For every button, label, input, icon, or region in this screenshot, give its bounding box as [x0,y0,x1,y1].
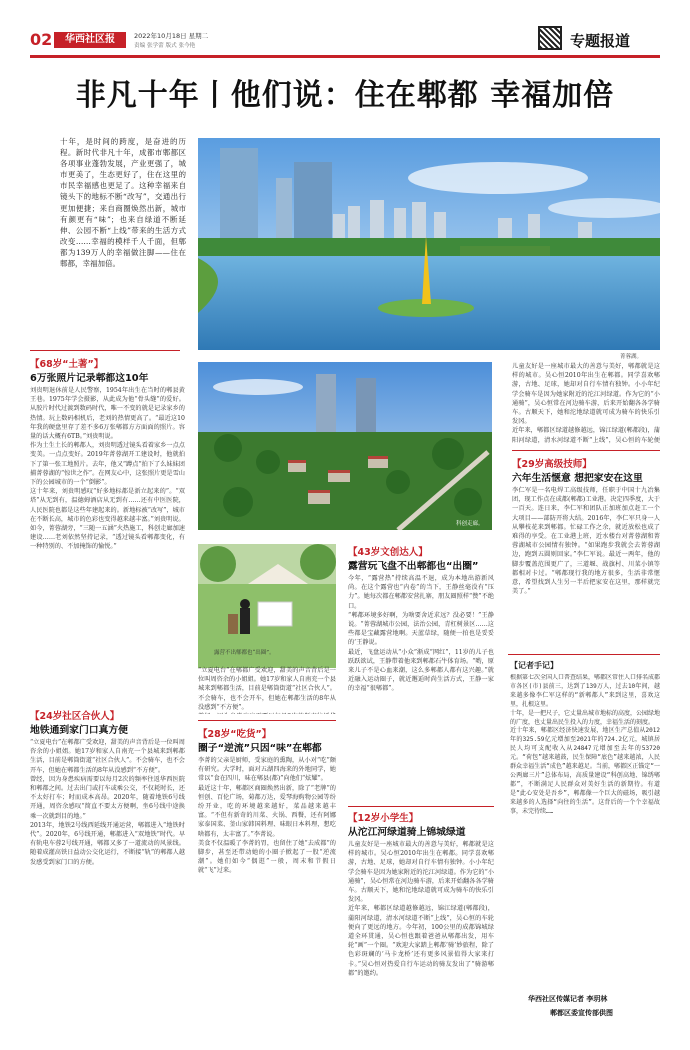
s3-title: 圈子“逆流”只因“味”在郫都 [198,743,322,754]
lake-photo [198,138,660,350]
brand-logo: 华西社区报 [54,32,126,48]
s4-title: 露营玩飞盘不出郫都也“出圈” [348,561,479,572]
s6-tag: 【29岁高级技师】 [512,459,592,470]
divider [508,654,660,655]
header-rule [30,55,660,58]
s3-tag: 【28岁“吃货”】 [198,729,272,740]
photo-credit: 郫都区委宣传部供图 [550,1009,613,1017]
qr-code-icon [538,26,562,50]
notes-tag: 【记者手记】 [510,661,558,670]
s4-body: 今年，“露营热”持续高温不退，成为本地出游新风尚。在这个露营也“内卷”的当下，王静丝毫没有“压力”。她每次都在郫都安营扎寨，朋友圈照样“赞”不绝口。 “郫都环境多好啊，为啥要舍近求远？没必要！”王静说。“菁蓉湖城市公园，法治公园，青杠树景区……这些都是宝藏露营地啊。天蓝草绿，随便一拍也是妥妥的‘王静说。 最近，飞盘运动从“小众”渐成“网红”，11岁的儿子也跃跃欲试，王静带着他来到郫都石牛体育场。“哟，原来儿子不是心血来潮，这么多郫都人都有这兴趣。”就近融入运动圈子，就近邂逅时尚生活方式，王静一家的幸福“很郫都”。 [348,575,494,693]
corridor-caption: 科创走廊。 [456,521,484,527]
s6-title: 六年生活惬意 想把家安在这里 [512,473,643,484]
s5-continued: 儿童友好是一座城市最大的善意与美好，郫都就是这样的城市。吴心恒2010年出生在郫都。同学喜欢郫游，古地、足球，她却对自行车情有独钟。小小年纪学会骑车是因为她家附近的沱江河绿道。作为它的“小通骑”，吴心恒常在河边骑车游，后来开始翻各各学骑车。古顺天下，她和沱地绿道就可成为骑车的快乐引发冈。 近年来，郫都区绿道越修越远，锦江绿道(郫都段)，蒲阳河绿道，清水河绿道不断“上线”，吴心恒的车轮便 [512,363,660,444]
camping-caption: 露营不出郫都也“出圈”。 [214,650,275,656]
s5-body: 儿童友好是一座城市最大的善意与美好，郫都就是这样的城市。吴心恒2010年出生在郫都。同学喜欢郫游，古地、足球，她却对自行车情有独钟。小小年纪学会骑车是因为她家附近的沱江河绿道。作为它的“小通骑”，吴心恒常在河边骑车游，后来开始翻各各学骑车。古顺天下，她和沱地绿道就可成为骑车的快乐引发冈。 近年来，郫都区绿道越修越远，锦江绿道(郫都段)，蒲阳河绿道，清水河绿道不断“上线”，吴心恒的车轮便向了更远的地方。今年初，100公里的成都锦城绿道全环贯通，吴心恒也跟着爸爸从郫都出发，用车轮“画”一个圈。“欢迎大家踏上郫都‘骑’妙旅程，除了色彩斑斓的‘马卡龙桥’还有更多风景值得大家来打卡。”吴心恒对热爱自行车运动的骑友发出了“骑游郫都”的邀约。 [348,841,494,977]
section-title: 专题报道 [570,32,631,50]
page-header [30,30,660,52]
corridor-photo [198,362,492,530]
s1-tag: 【68岁“土著”】 [30,359,104,370]
s3-body: 李菁的父亲是厨师，受家庭的熏陶，从小对“吃”颇有研究。大学时，面对五湖四海来的外地同学，她常以“食在四川，味在郫县(都)”向他们“炫耀”。 最近这十年，郫都区商圈焕然出新，除了“老牌”的恒创、百伦广场，菊都万达，爱琴海购物公园等纷纷开业，吃的环境越来越好，菜品越来越丰富。“不但有新奇的川菜、火锅、西餐，还有阿娜家泰国菜、釜山家韩国料理、味眼日本料理，想吃啥都有，太丰富了。”李菁说。 美食不仅温暖了李菁的胃，也留住了她“去成都”的脚步，甚至还带动她的小圈子掀起了一股“逆流潮”。她们如今“偶逛”一般，周末和节假日就“飞”过来。 [198,757,336,875]
s2-continued: “立夏电台”在郫都广受欢迎，甜美的声音背后是一位叫周咨余的小姐姐。她17岁和家人自南充一个县城来到郫都生活，目前是郫筒街道“社区合伙人”。不会骑车，也不会开车，但她在郫都生活的8年从没感到“不方便”。 [198,667,336,711]
s5-title: 从沱江河绿道骑上锦城绿道 [348,827,466,838]
editors: 责编 张学蕾 版式 张今艳 [134,43,196,49]
s6-body: 李仁军是一名电焊工高级技师，任职于中国十九冶集团，现工作点在成都(郫都)工业港。决定四季度，大于一百天。连日来，李仁军和团队正加班加点赶工一个大项目——部防开将大结。2016年，李仁军只身一人从攀枝花来到郫都。忙碌工作之余，就近放松也成了难得的享受。在工业港上班，近水楼台对菁蓉湖和菁蓉湖城市公园情有独钟。“如果跑步我就会去菁蓉湖边，跑到五圆则回家。”李仁军说。最近一两年，他的脚步覆盖范围更广了，三道堰、战旗村、川菜小镇等都相对卡过。“郫都现行我的地方很多，生活非常惬意，希望找到人生另一半后把家安在这里，那样就完美了。” [512,487,660,596]
s4-tag: 【43岁文创达人】 [348,547,428,558]
page-number: 02 [30,30,53,49]
intro-paragraph: 十年，是时间的跨度，是奋进的历程。新时代非凡十年，成都市郫都区各项事业蓬勃发展，产业更强了，城市更美了，生态更好了，住在这里的市民幸福感也更足了。这种幸福来自镜头下的地标不断“改写”，交通出行更加便捷；来自商圈焕然出新，城市有颜更有“味”；也来自绿道不断延伸、公园不断“上线”带来的生活方式改变……幸福的模样千人千面，但郫都为139万人的幸福做注脚——住在郫都，幸福加倍。 [60,137,186,269]
s2-body: “立夏电台”在郫都广受欢迎，甜美的声音背后是一位叫周咨余的小姐姐。她17岁和家人自南充一个县城来到郫都生活，目前是郫筒街道“社区合伙人”。不会骑车，也不会开车，但她在郫都生活的8年从没感到“不方便”。 曾经，因为身患疾病需要以每月2次的频率往返华西医院和郫都之间。过去出门或打车或乘公交，不仅耗时长，还不太好打车；时而成本高昂。2020年，随着地铁6号线开通，周咨余感叹“简直不要太方便啊，坐6号线中途换乘一次就到目的地。” 2013年，地铁2号线西延线开通运营，郫都进入“地铁时代”。2020年，6号线开通，郫都进入“双地铁”时代。早有轨电车蓉2号线开通，郫都又多了一道流动的风景线。随着成灌高铁日益动公交化运行，不断接“轨”的郫都人越发感受到家门口的方便。 [30,739,185,866]
s5-tag: 【12岁小学生】 [348,813,419,824]
byline: 华西社区传媒记者 李玥林 [528,995,608,1003]
lake-caption: 菁蓉湖。 [620,354,643,360]
s1-body: 刘贵明退休前是人民警察，1954年出生在当时的郫县黄王巷。1975年学会摄影，从此成为他“骨头缝”的爱好。从胶片时代过渡到数码时代，唯一不变的就是记录家乡的热情。玩上数码相机后，老刘的热情更高了。“最近这10年我的硬盘里存了差不多6万张郫都方方面面的照片。容量的话大概有6TB。”刘贵明说。 作为土生土长的郫都人，刘贵明透过镜头看着家乡一点点变美。一点点变好。2019年菁蓉湖开工建设时，他就拍下了第一张工地照片。去年，他又“蹲点”拍下了么妹妹团捕菁蓉湖的“惊世之作”。在网友心中，这张照片更是雪山下的公园城市的一个“倒影”。 这十年来，刘贵明感叹“好多地标都是新立起来的”。“双塔”从无到有，温德姆酒店从无到有……还有中医医院，人民医院也都是这些年建起来的。新地标被“改写”，城市在不断长高，城市的色彩也变得越来越丰富。”刘贵明说。 如今，菁蓉湖旁，“三随一五涵”火热施工，科创走廊加速建设……老刘依然坚持记录，“透过镜头看郫都变化，有一种特别的、不加掩饰的愉悦。” [30,387,185,551]
s1-title: 6万张照片记录郫都这10年 [30,373,149,384]
s2-title: 地铁通到家门口真方便 [30,725,128,736]
divider [198,720,336,721]
notes-body: 根据第七次全国人口普查结果，郫都区常住人口排名成都市各区(市)县前三，达到了139万人，过去10年间，越来越多像李仁军这样的“新郫都人”来到这里，喜欢这里，扎根这里。 十年，是一把尺子，它丈量出城市地标的高度，公园绿地的广度，也丈量出民生投入的力度，幸福生活的刻度。 近十年来，郫都区经济快速发展，地区生产总值从2012年的325.59亿元增加至2021年的724.2亿元，城镇居民人均可支配收入从24847元增加至去年的53720元。“荷包”越来越鼓，民生保障“底色”越来越浓，人民群众幸福生活“成色”越来越足。当前，郫都区正锚定“一公两廊三片”总体布局，高质量建设“科创高地、锦绣郫都”，不断满足人民群众对美好生活的新期待。有道是“此心安处是吾乡”，郫都像一个巨大的磁场，吸引越来越多的人选择“向往的生活”。这背后的一个个幸福故事，未完待续…… [510,674,660,815]
divider [30,350,180,351]
issue-date: 2022年10月18日 星期二 [134,32,209,40]
divider [512,450,660,451]
s2-tag: 【24岁社区合伙人】 [30,711,120,722]
headline: 非凡十年丨他们说：住在郫都 幸福加倍 [75,78,615,113]
divider [348,806,494,807]
